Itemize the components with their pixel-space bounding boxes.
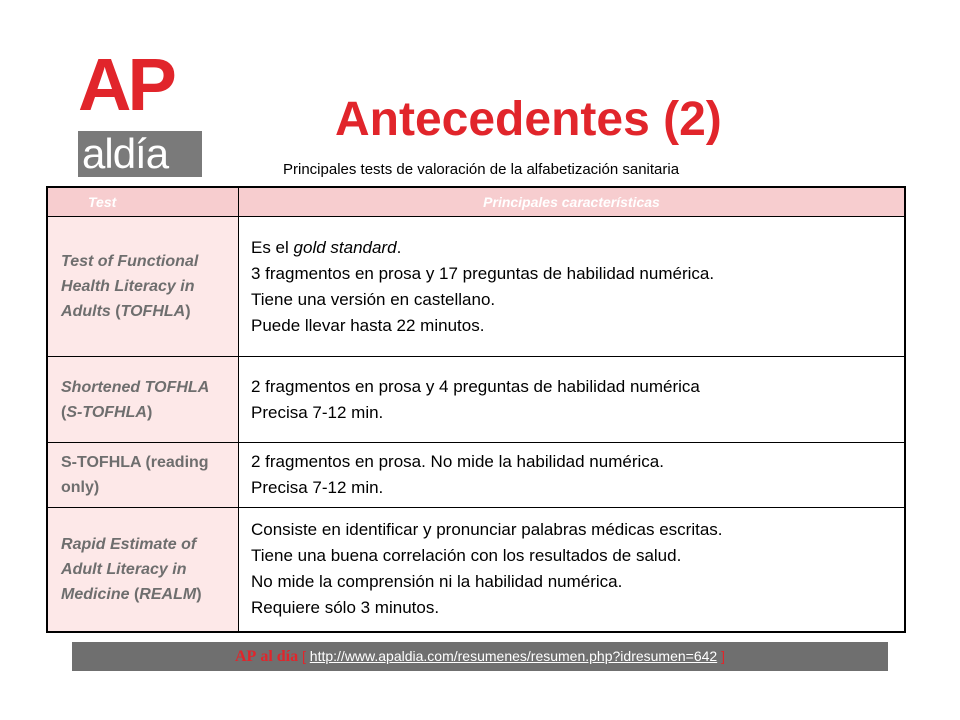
table-row xyxy=(47,217,905,357)
characteristic-line: Precisa 7-12 min. xyxy=(251,402,384,422)
table-row xyxy=(47,443,905,508)
test-characteristics xyxy=(239,508,906,632)
test-characteristics xyxy=(239,357,906,443)
logo-ap-text: AP xyxy=(78,43,173,126)
test-name: Test of Functional Health Literacy in Adults (TOFHLA) xyxy=(47,217,239,357)
characteristic-line: 2 fragmentos en prosa. No mide la habilidad numérica. xyxy=(251,452,664,471)
test-name: S-TOFHLA (reading only) xyxy=(47,443,239,508)
apaldia-logo xyxy=(72,43,204,182)
characteristic-line: Requiere sólo 3 minutos. xyxy=(251,598,440,618)
header-test: Test xyxy=(47,187,239,217)
footer-source-link[interactable]: http://www.apaldia.com/resumenes/resumen.php?idresumen=642 xyxy=(309,648,718,664)
slide-title: Antecedentes (2) xyxy=(335,93,722,146)
table-header-row xyxy=(47,187,905,217)
characteristic-line: Tiene una versión en castellano. xyxy=(251,289,496,309)
characteristic-line: 2 fragmentos en prosa y 4 preguntas de habilidad numérica xyxy=(251,376,700,396)
characteristic-line: 3 fragmentos en prosa y 17 preguntas de habilidad numérica. xyxy=(251,263,715,283)
logo-aldia-text: aldía xyxy=(82,130,169,177)
tests-table xyxy=(46,186,906,633)
header-characteristics: Principales características xyxy=(239,187,906,217)
footer-close-bracket: ] xyxy=(721,648,725,664)
characteristic-line: Consiste en identificar y pronunciar palabras médicas escritas. xyxy=(251,520,723,540)
footer-open-bracket: [ xyxy=(302,648,306,664)
table-row xyxy=(47,508,905,632)
characteristic-line: No mide la comprensión ni la habilidad numérica. xyxy=(251,572,623,592)
footer-brand xyxy=(235,648,298,665)
footer-brand-rest: al día xyxy=(260,648,299,665)
test-name: Rapid Estimate of Adult Literacy in Medicine (REALM) xyxy=(47,508,239,632)
table-row xyxy=(47,357,905,443)
characteristic-line: Tiene una buena correlación con los resultados de salud. xyxy=(251,546,682,566)
characteristic-line: Puede llevar hasta 22 minutos. xyxy=(251,315,485,335)
test-characteristics xyxy=(239,443,906,508)
logo-aldia-bar xyxy=(78,131,202,177)
slide-subtitle: Principales tests de valoración de la alfabetización sanitaria xyxy=(283,161,680,178)
test-characteristics xyxy=(239,217,906,357)
gold-standard-emphasis: gold standard xyxy=(293,237,397,257)
characteristic-line: Es el gold standard. xyxy=(251,237,402,257)
characteristic-line: Precisa 7-12 min. xyxy=(251,478,384,497)
footer-bar xyxy=(72,642,888,671)
footer-brand-ap: AP xyxy=(235,648,257,665)
test-name: Shortened TOFHLA (S-TOFHLA) xyxy=(47,357,239,443)
